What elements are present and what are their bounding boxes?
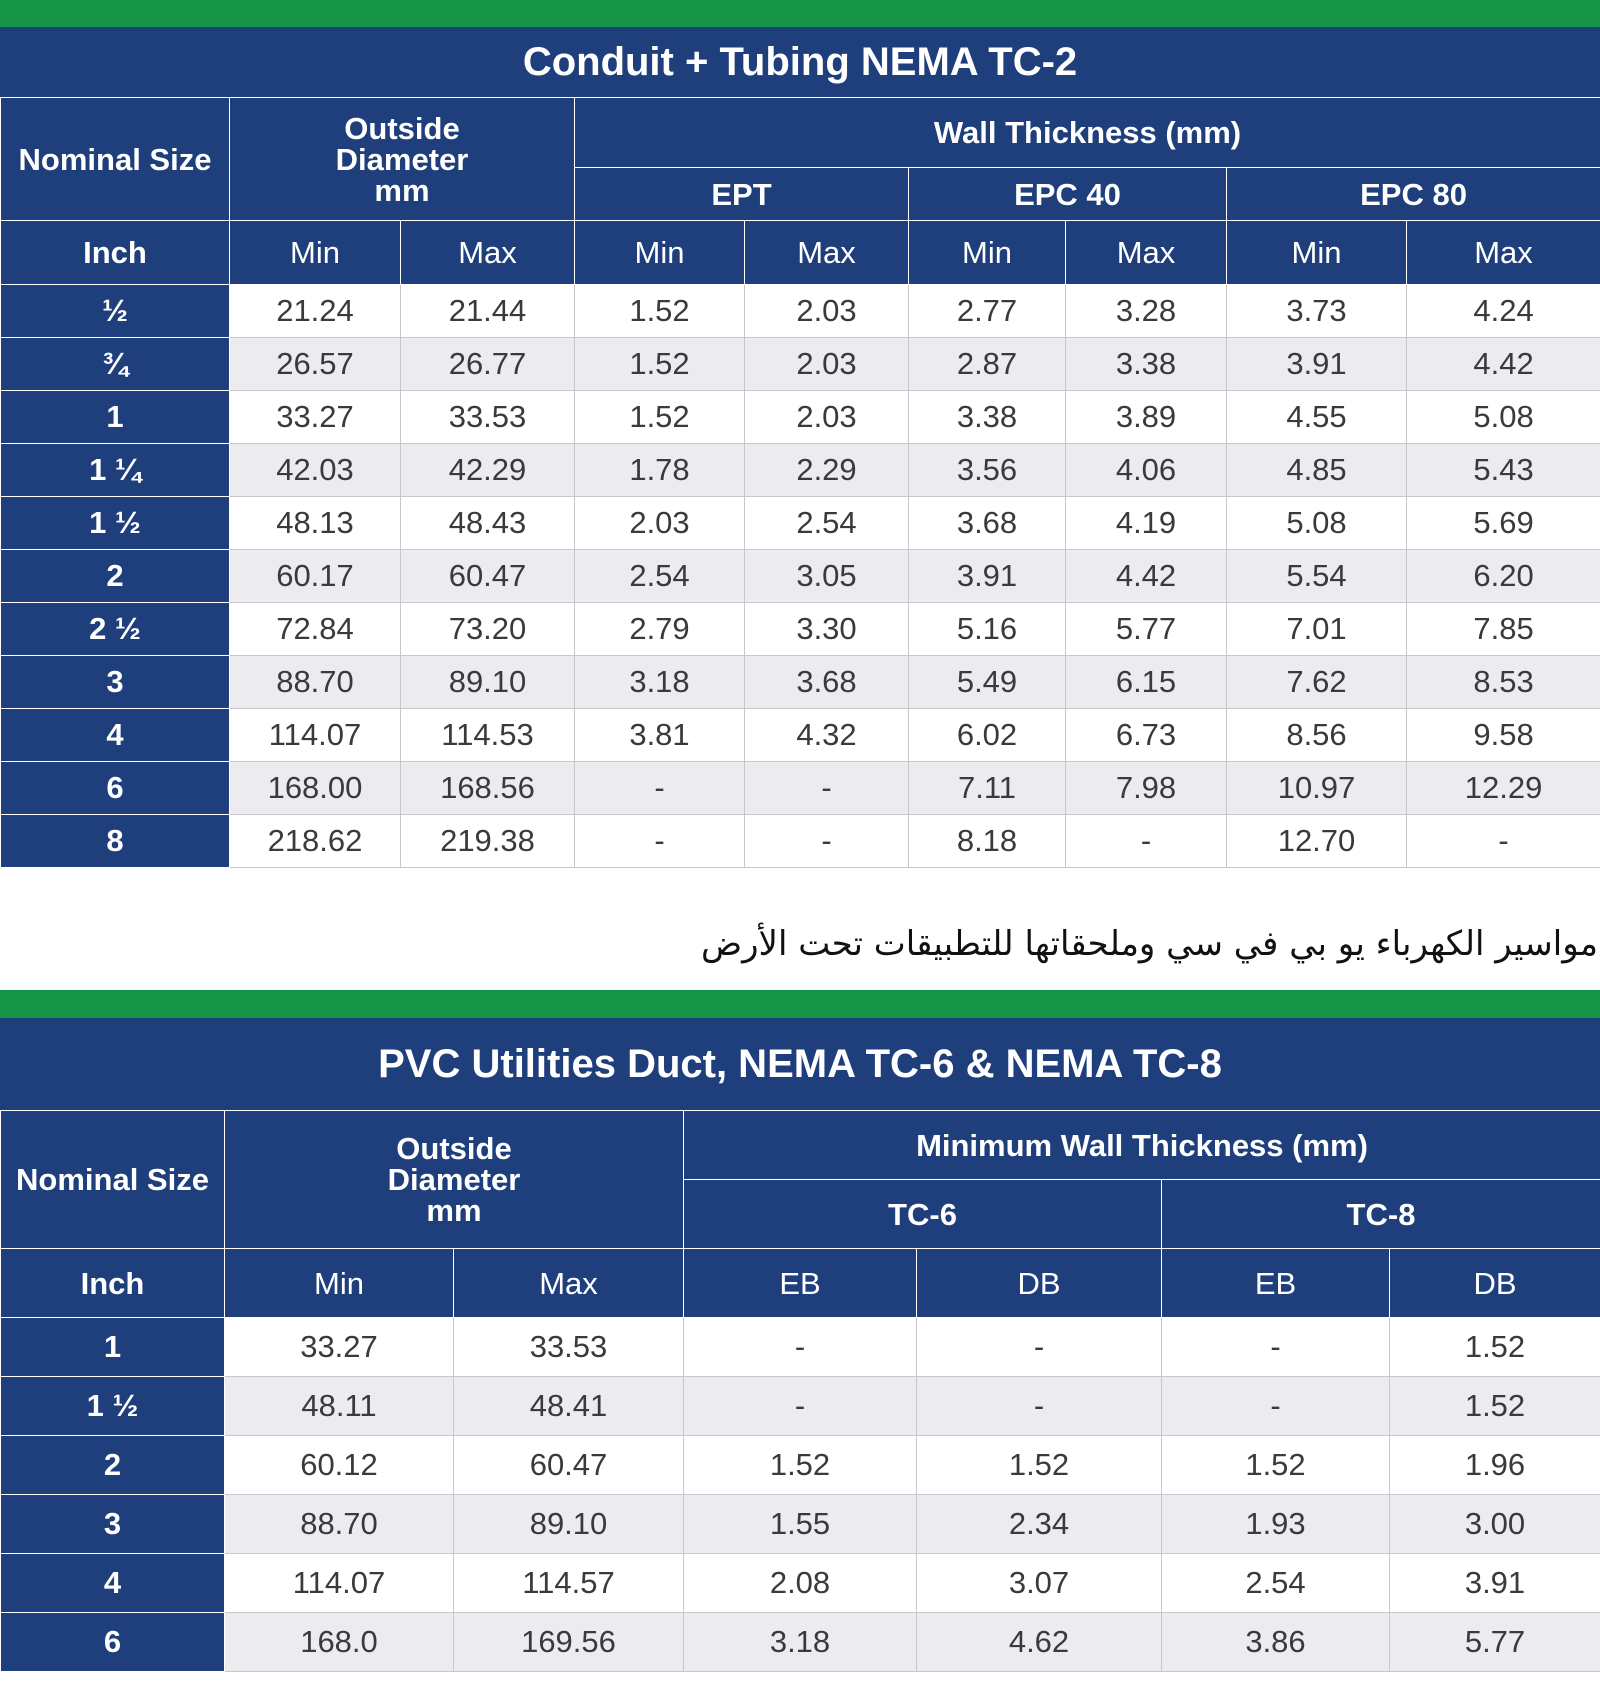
table-cell: 2.03	[575, 497, 745, 550]
table-cell: 3.68	[909, 497, 1066, 550]
table-cell: -	[684, 1318, 917, 1377]
table-cell: -	[1066, 815, 1227, 868]
tc8-eb-header: EB	[1162, 1249, 1390, 1318]
table-cell: 48.41	[454, 1377, 684, 1436]
table-cell: 60.47	[454, 1436, 684, 1495]
table1-title: Conduit + Tubing NEMA TC-2	[0, 27, 1600, 97]
table1-nominal-size-header: Nominal Size	[1, 98, 230, 221]
epc40-min-header: Min	[909, 221, 1066, 285]
tc6-db-header: DB	[917, 1249, 1162, 1318]
table-cell: 2.79	[575, 603, 745, 656]
table-cell: 3.91	[909, 550, 1066, 603]
nominal-size-cell: 1 ¼	[1, 444, 230, 497]
ept-max-header: Max	[745, 221, 909, 285]
table-cell: -	[1162, 1318, 1390, 1377]
table-cell: 33.27	[225, 1318, 454, 1377]
table-cell: 2.03	[745, 391, 909, 444]
table-cell: 4.42	[1407, 338, 1600, 391]
table2	[0, 1110, 1600, 1672]
table-cell: 60.47	[401, 550, 575, 603]
table-cell: 12.29	[1407, 762, 1600, 815]
od2-max-header: Max	[454, 1249, 684, 1318]
table-cell: 3.91	[1390, 1554, 1600, 1613]
table-cell: 3.81	[575, 709, 745, 762]
table-cell: -	[1407, 815, 1600, 868]
table-cell: 218.62	[230, 815, 401, 868]
arabic-caption: مواسير الكهرباء يو بي في سي وملحقاتها للتطبيقات تحت الأرض	[701, 924, 1598, 964]
od-line-1: Outside	[344, 110, 460, 146]
tc6-eb-header: EB	[684, 1249, 917, 1318]
table-row	[1, 1495, 1600, 1554]
table1-wall-thickness-header: Wall Thickness (mm)	[575, 98, 1600, 168]
table-cell: 3.91	[1227, 338, 1407, 391]
table-cell: 3.38	[1066, 338, 1227, 391]
od-line-3: mm	[374, 172, 430, 208]
nominal-size-cell: ¾	[1, 338, 230, 391]
ept-min-header: Min	[575, 221, 745, 285]
table-cell: 4.55	[1227, 391, 1407, 444]
table-cell: -	[1162, 1377, 1390, 1436]
table-cell: 42.03	[230, 444, 401, 497]
table-cell: 114.57	[454, 1554, 684, 1613]
table-cell: 89.10	[454, 1495, 684, 1554]
table-row	[1, 1613, 1600, 1672]
table-cell: 2.29	[745, 444, 909, 497]
nominal-size-cell: 1	[1, 391, 230, 444]
table-cell: 3.30	[745, 603, 909, 656]
inch-header: Inch	[1, 221, 230, 285]
table-cell: 6.02	[909, 709, 1066, 762]
od2-min-header: Min	[225, 1249, 454, 1318]
table-cell: 3.18	[684, 1613, 917, 1672]
table-cell: 26.77	[401, 338, 575, 391]
table2-outside-diameter-header	[225, 1111, 684, 1249]
table2-title: PVC Utilities Duct, NEMA TC-6 & NEMA TC-8	[0, 1018, 1600, 1110]
table-cell: 5.69	[1407, 497, 1600, 550]
table-cell: 33.53	[401, 391, 575, 444]
table-cell: 4.19	[1066, 497, 1227, 550]
table1	[0, 97, 1600, 868]
table-cell: 114.07	[225, 1554, 454, 1613]
table-cell: 2.77	[909, 285, 1066, 338]
table-cell: 4.32	[745, 709, 909, 762]
table-cell: 7.85	[1407, 603, 1600, 656]
table-cell: 5.08	[1407, 391, 1600, 444]
table-cell: 3.89	[1066, 391, 1227, 444]
nominal-size-cell: 8	[1, 815, 230, 868]
nominal-size-cell: 4	[1, 709, 230, 762]
table-cell: 4.85	[1227, 444, 1407, 497]
od2-line-3: mm	[426, 1193, 482, 1228]
table-cell: 168.00	[230, 762, 401, 815]
table-row	[1, 444, 1600, 497]
table-row	[1, 550, 1600, 603]
table-cell: 2.54	[745, 497, 909, 550]
table1-outside-diameter-header	[230, 98, 575, 221]
table-cell: 168.0	[225, 1613, 454, 1672]
table2-body	[1, 1318, 1600, 1672]
table-cell: 3.68	[745, 656, 909, 709]
nominal-size-cell: 2 ½	[1, 603, 230, 656]
od-line-2: Diameter	[335, 141, 469, 177]
table-cell: 2.03	[745, 285, 909, 338]
table-cell: -	[745, 762, 909, 815]
table-cell: 9.58	[1407, 709, 1600, 762]
table-cell: 1.52	[917, 1436, 1162, 1495]
table-cell: 2.03	[745, 338, 909, 391]
od-max-header: Max	[401, 221, 575, 285]
table-cell: 26.57	[230, 338, 401, 391]
table-cell: 219.38	[401, 815, 575, 868]
table-cell: -	[917, 1318, 1162, 1377]
table-cell: 5.49	[909, 656, 1066, 709]
table-cell: 1.93	[1162, 1495, 1390, 1554]
table-cell: 5.08	[1227, 497, 1407, 550]
table-cell: 2.08	[684, 1554, 917, 1613]
table-cell: 48.43	[401, 497, 575, 550]
table-cell: 21.24	[230, 285, 401, 338]
table-cell: 114.07	[230, 709, 401, 762]
table1-body	[1, 285, 1600, 868]
table-row	[1, 497, 1600, 550]
table-cell: 1.52	[575, 338, 745, 391]
od2-line-2: Diameter	[387, 1162, 521, 1197]
table-cell: 1.52	[575, 391, 745, 444]
table-cell: 1.52	[575, 285, 745, 338]
table-cell: 2.87	[909, 338, 1066, 391]
table-row	[1, 709, 1600, 762]
table-cell: 8.18	[909, 815, 1066, 868]
table-cell: 7.98	[1066, 762, 1227, 815]
table-cell: -	[917, 1377, 1162, 1436]
table2-nominal-size-header: Nominal Size	[1, 1111, 225, 1249]
middle-accent-bar	[0, 990, 1600, 1018]
table-cell: 5.43	[1407, 444, 1600, 497]
group-header-epc40: EPC 40	[909, 168, 1227, 221]
table-row	[1, 1318, 1600, 1377]
table-cell: 5.77	[1066, 603, 1227, 656]
table-cell: 1.52	[1390, 1318, 1600, 1377]
table-cell: 21.44	[401, 285, 575, 338]
table-cell: 33.27	[230, 391, 401, 444]
group-header-epc80: EPC 80	[1227, 168, 1600, 221]
table-cell: 1.78	[575, 444, 745, 497]
table-cell: 88.70	[225, 1495, 454, 1554]
table-row	[1, 285, 1600, 338]
table-cell: 5.54	[1227, 550, 1407, 603]
nominal-size-cell: 3	[1, 1495, 225, 1554]
table-cell: 3.73	[1227, 285, 1407, 338]
table-cell: 3.18	[575, 656, 745, 709]
table-cell: 10.97	[1227, 762, 1407, 815]
nominal-size-cell: 1	[1, 1318, 225, 1377]
table-cell: 3.28	[1066, 285, 1227, 338]
table-cell: -	[575, 762, 745, 815]
nominal-size-cell: 6	[1, 1613, 225, 1672]
group-header-tc8: TC-8	[1162, 1180, 1600, 1249]
table-row	[1, 1377, 1600, 1436]
od-min-header: Min	[230, 221, 401, 285]
table-cell: 3.56	[909, 444, 1066, 497]
table-cell: 4.62	[917, 1613, 1162, 1672]
table-cell: 6.20	[1407, 550, 1600, 603]
table-cell: 73.20	[401, 603, 575, 656]
table-row	[1, 1436, 1600, 1495]
table-cell: 33.53	[454, 1318, 684, 1377]
group-header-tc6: TC-6	[684, 1180, 1162, 1249]
table-cell: 88.70	[230, 656, 401, 709]
table-cell: 7.11	[909, 762, 1066, 815]
table-cell: 5.77	[1390, 1613, 1600, 1672]
table-cell: 1.96	[1390, 1436, 1600, 1495]
od2-line-1: Outside	[396, 1131, 512, 1166]
table-cell: -	[684, 1377, 917, 1436]
table-cell: 8.53	[1407, 656, 1600, 709]
tc8-db-header: DB	[1390, 1249, 1600, 1318]
table-cell: 168.56	[401, 762, 575, 815]
epc80-max-header: Max	[1407, 221, 1600, 285]
nominal-size-cell: 1 ½	[1, 497, 230, 550]
group-header-ept: EPT	[575, 168, 909, 221]
table-row	[1, 815, 1600, 868]
table-row	[1, 391, 1600, 444]
table-row	[1, 1554, 1600, 1613]
table-row	[1, 762, 1600, 815]
nominal-size-cell: 3	[1, 656, 230, 709]
table-row	[1, 338, 1600, 391]
table-cell: 2.54	[575, 550, 745, 603]
nominal-size-cell: 2	[1, 1436, 225, 1495]
epc40-max-header: Max	[1066, 221, 1227, 285]
table-cell: 6.15	[1066, 656, 1227, 709]
table-cell: 60.12	[225, 1436, 454, 1495]
nominal-size-cell: 1 ½	[1, 1377, 225, 1436]
table-cell: 1.55	[684, 1495, 917, 1554]
table-cell: 3.05	[745, 550, 909, 603]
table-cell: 2.34	[917, 1495, 1162, 1554]
table-cell: 169.56	[454, 1613, 684, 1672]
table-cell: 1.52	[1390, 1377, 1600, 1436]
table-cell: 4.06	[1066, 444, 1227, 497]
table-cell: 5.16	[909, 603, 1066, 656]
table-cell: -	[745, 815, 909, 868]
table-cell: 6.73	[1066, 709, 1227, 762]
table-cell: 2.54	[1162, 1554, 1390, 1613]
table-cell: 4.24	[1407, 285, 1600, 338]
table-cell: 42.29	[401, 444, 575, 497]
table-cell: 3.38	[909, 391, 1066, 444]
table-cell: 48.13	[230, 497, 401, 550]
table-cell: 4.42	[1066, 550, 1227, 603]
table-cell: 8.56	[1227, 709, 1407, 762]
table-cell: 60.17	[230, 550, 401, 603]
table2-wall-thickness-header: Minimum Wall Thickness (mm)	[684, 1111, 1600, 1180]
table-cell: -	[575, 815, 745, 868]
table-cell: 3.07	[917, 1554, 1162, 1613]
table-cell: 1.52	[1162, 1436, 1390, 1495]
table-cell: 7.62	[1227, 656, 1407, 709]
table-row	[1, 603, 1600, 656]
table-cell: 48.11	[225, 1377, 454, 1436]
table-cell: 1.52	[684, 1436, 917, 1495]
table-cell: 12.70	[1227, 815, 1407, 868]
top-accent-bar	[0, 0, 1600, 27]
table-cell: 7.01	[1227, 603, 1407, 656]
table-cell: 3.86	[1162, 1613, 1390, 1672]
table-cell: 3.00	[1390, 1495, 1600, 1554]
table-row	[1, 656, 1600, 709]
nominal-size-cell: 4	[1, 1554, 225, 1613]
nominal-size-cell: 2	[1, 550, 230, 603]
nominal-size-cell: ½	[1, 285, 230, 338]
table-cell: 89.10	[401, 656, 575, 709]
inch-header-2: Inch	[1, 1249, 225, 1318]
epc80-min-header: Min	[1227, 221, 1407, 285]
nominal-size-cell: 6	[1, 762, 230, 815]
table-cell: 72.84	[230, 603, 401, 656]
table-cell: 114.53	[401, 709, 575, 762]
